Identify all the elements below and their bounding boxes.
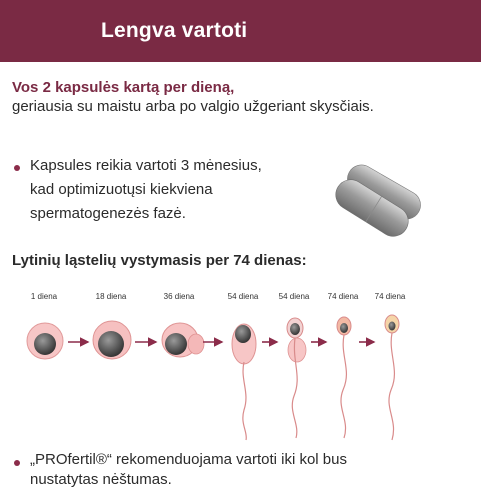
cell-stage-2 (93, 321, 131, 359)
development-stages (0, 292, 481, 442)
note-line-2: nustatytas nėštumas. (30, 471, 172, 488)
stage-label-3: 36 diena (163, 292, 195, 301)
cell-stage-4 (232, 324, 256, 440)
capsule-line-3: spermatogenezės fazė. (30, 205, 186, 222)
intro-rest: geriausia su maistu arba po valgio užgeriant skysčiais. (12, 98, 374, 115)
stage-label-1: 1 diena (30, 292, 58, 301)
stage-label-6: 74 diena (327, 292, 359, 301)
cell-stage-6 (337, 317, 351, 438)
intro-highlight: Vos 2 kapsulės kartą per dieną, (12, 79, 235, 96)
stage-label-5: 54 diena (278, 292, 310, 301)
cell-stage-3 (162, 323, 204, 357)
stage-label-2: 18 diena (95, 292, 127, 301)
capsule-line-1: Kapsules reikia vartoti 3 mėnesius, (30, 157, 262, 174)
capsule-line-2: kad optimizuotųsi kiekviena (30, 181, 213, 198)
development-title: Lytinių ląstelių vystymasis per 74 dienas: (12, 252, 307, 269)
bullet-dot (14, 460, 20, 466)
cell-stage-1 (27, 323, 63, 359)
note-line-1: „PROfertil®“ rekomenduojama vartoti iki kol bus (30, 451, 347, 468)
capsule-bullet (30, 154, 320, 226)
cell-stage-7 (385, 315, 399, 440)
stages-illustration (0, 292, 481, 442)
stage-label-7: 74 diena (374, 292, 406, 301)
capsules-image (326, 152, 430, 242)
intro-text (12, 78, 472, 116)
recommendation-note (30, 450, 450, 490)
cell-stage-5 (287, 318, 306, 438)
bullet-dot (14, 165, 20, 171)
header-banner (0, 0, 481, 62)
stage-label-4: 54 diena (227, 292, 259, 301)
page-title: Lengva vartoti (101, 19, 248, 42)
